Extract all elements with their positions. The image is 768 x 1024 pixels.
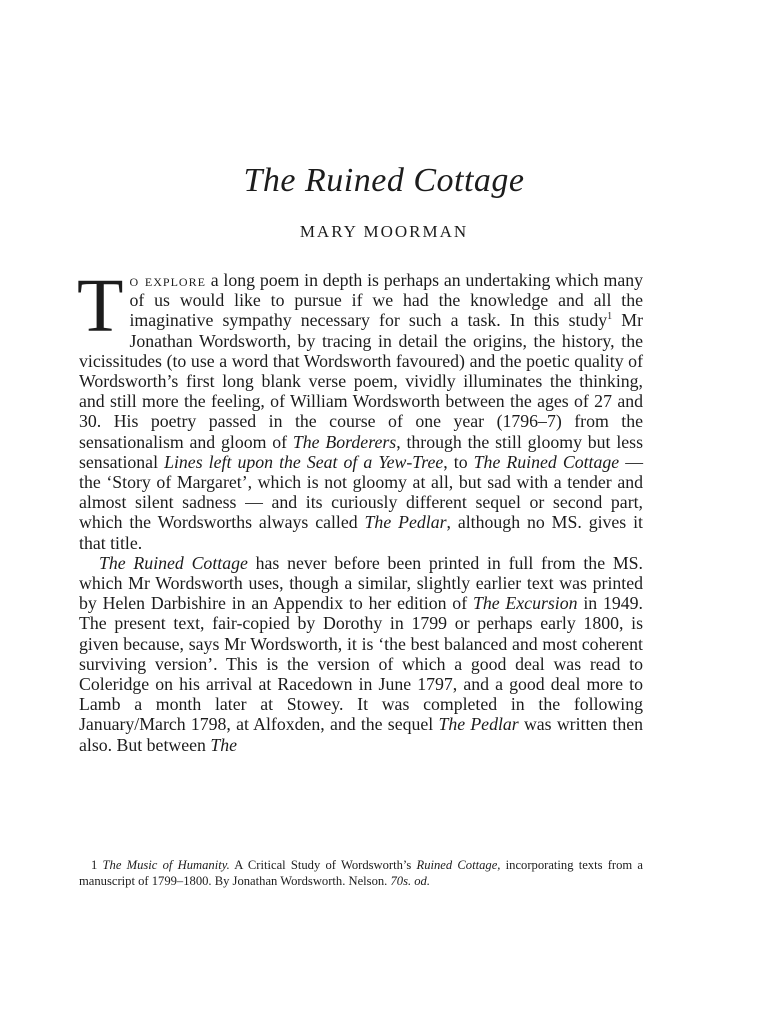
footnote-text (79, 858, 643, 889)
italic-title: The Borderers (292, 431, 397, 452)
italic-title: The (210, 734, 238, 755)
footnote-marker: 1 (607, 311, 613, 323)
italic-price: 70s. od. (390, 873, 431, 888)
text-run: a long poem in depth is perhaps an undertaking which many of us would like to pursue if we had the knowledge and all the imaginative sympathy necessary for such a task. In this study (129, 270, 643, 331)
italic-title: The Ruined Cottage (99, 552, 248, 573)
text-run: has never before been printed in full from the MS. which Mr Wordsworth uses, though a similar, slightly earlier text was printed by Helen Darbishire in an Appendix to her edition of (79, 552, 644, 614)
footnote (79, 858, 643, 889)
italic-title: The Ruined Cottage (473, 451, 620, 472)
text-run: was written then also. But between (79, 714, 644, 755)
footnote-number: 1 (91, 858, 98, 872)
paragraph-2 (79, 553, 643, 755)
text-run: , through the still gloomy but less sensational (79, 431, 643, 472)
italic-title: The Pedlar (364, 512, 447, 533)
text-run: , to (443, 451, 474, 472)
text-run: in 1949. The present text, fair-copied by Dorothy in 1799 or perhaps early 1800, is given because, says Mr Wordsworth, it is ‘the best balanced and most coherent surviving version’. This is the version of which a good deal was read to Coleridge on his arrival at Racedown in June 1797, and a good deal more to Lamb a month later at Stowey. It was completed in the following January/March 1798, at Alfoxden, and the sequel (79, 593, 644, 735)
italic-title: Ruined Cottage, (416, 858, 501, 872)
text-run: Mr Jonathan Wordsworth, by tracing in detail the origins, the history, the vicissitudes (to use a word that Wordsworth favoured) and the poetic quality of Wordsworth’s first long blank verse poem, vividly illuminates the thinking, and still more the feeling, of William Wordsworth between the ages of 27 and 30. His poetry passed in the course of one year (1796–7) from the sensationalism and gloom of (79, 310, 644, 452)
article-body (77, 264, 644, 755)
text-run: incorporating texts from a manuscript of 1799–1800. By Jonathan Wordsworth. Nelson. (79, 858, 643, 888)
lead-in-smallcaps: o explore (129, 270, 206, 290)
italic-title: The Excursion (472, 593, 578, 614)
article-author: MARY MOORMAN (299, 222, 469, 241)
paragraph-1 (77, 264, 644, 553)
italic-title: The Pedlar (438, 714, 519, 735)
italic-title: The Music of Humanity. (102, 858, 230, 872)
drop-cap: T (77, 264, 124, 348)
text-run: A Critical Study of Wordsworth’s (229, 858, 417, 872)
italic-title: Lines left upon the Seat of a Yew-Tree (164, 451, 444, 472)
text-run: , although no MS. gives it that title. (79, 512, 643, 553)
text-run: — the ‘Story of Margaret’, which is not gloomy at all, but sad with a tender and almost silent sadness — and its curiously different sequel or second part, which the Wordsworths always called (79, 451, 643, 533)
article-title: The Ruined Cottage (243, 162, 525, 199)
